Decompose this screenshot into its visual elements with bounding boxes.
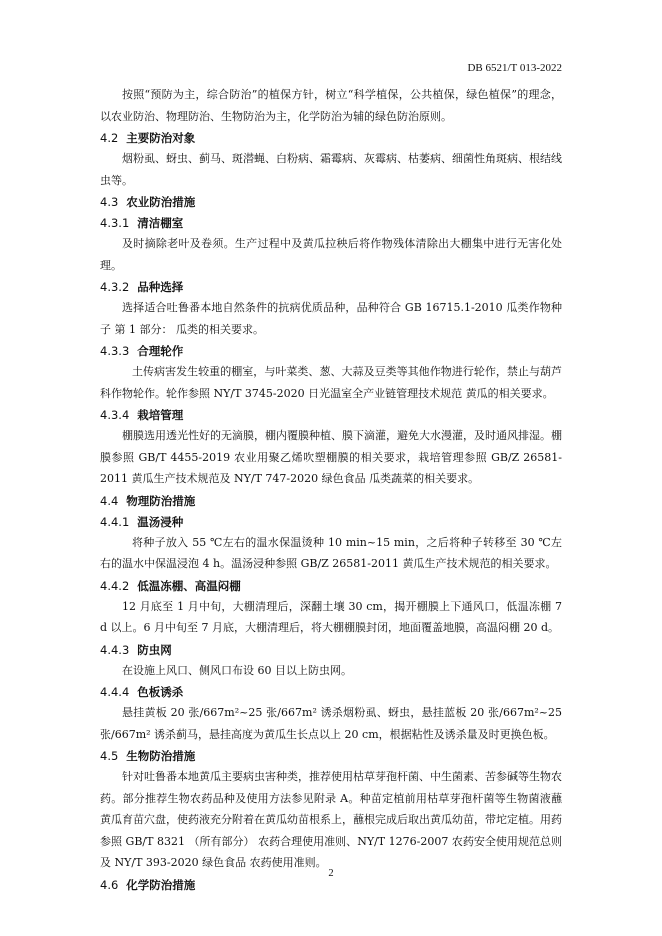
intro-paragraph: 按照“预防为主，综合防治”的植保方针，树立“科学植保，公共植保，绿色植保”的理念，以农业防治、物理防治、生物防治为主，化学防治为辅的绿色防治原则。: [100, 88, 562, 123]
section-heading-4-4-4: [100, 682, 562, 702]
section-title: 主要防治对象: [126, 131, 196, 145]
section-number: 4.3.4: [100, 408, 130, 422]
section-paragraph-4-2: 烟粉虱、蚜虫、蓟马、斑潜蝇、白粉病、霜霉病、灰霉病、枯萎病、细菌性角斑病、根结线虫等。: [100, 152, 562, 187]
section-title: 合理轮作: [137, 344, 184, 358]
section-title: 品种选择: [137, 280, 184, 294]
section-heading-4-5: [100, 746, 562, 766]
section-number: 4.3.2: [100, 280, 130, 294]
section-heading-4-4-2: [100, 576, 562, 596]
section-number: 4.4.3: [100, 642, 130, 657]
section-number: 4.4.1: [100, 514, 130, 529]
section-paragraph-4-4-2: 12 月底至 1 月中旬，大棚清理后，深翻土壤 30 cm，揭开棚膜上下通风口，低温冻棚 7 d 以上。6 月中旬至 7 月底，大棚清理后，将大棚棚膜封闭，地面覆盖地膜，高温闷棚 20 d。: [100, 599, 562, 634]
section-title: 防虫网: [137, 642, 172, 657]
section-heading-4-3-3: [100, 341, 562, 361]
section-paragraph-4-3-1: 及时摘除老叶及卷须。生产过程中及黄瓜拉秧后将作物残体清除出大棚集中进行无害化处理。: [100, 237, 562, 272]
section-paragraph-4-4-3: 在设施上风口、侧风口布设 60 目以上防虫网。: [122, 663, 352, 677]
section-number: 4.4: [100, 493, 119, 508]
section-heading-4-3-2: [100, 277, 562, 297]
section-title: 生物防治措施: [126, 749, 196, 763]
section-number: 4.3.3: [100, 344, 130, 358]
section-number: 4.4.2: [100, 578, 130, 593]
section-number: 4.4.4: [100, 685, 130, 699]
section-heading-4-4: [100, 491, 562, 511]
section-heading-4-4-3: [100, 640, 562, 660]
section-paragraph-4-3-2: 选择适合吐鲁番本地自然条件的抗病优质品种，品种符合 GB 16715.1-2010 瓜类作物种子 第 1 部分： 瓜类的相关要求。: [100, 301, 562, 336]
section-title: 农业防治措施: [126, 195, 196, 209]
section-paragraph-4-3-3: 土传病害发生较重的棚室，与叶菜类、葱、大蒜及豆类等其他作物进行轮作，禁止与葫芦科作物轮作。轮作参照 NY/T 3745-2020 日光温室全产业链管理技术规范 黄瓜的相关要求。: [100, 365, 562, 400]
section-title: 低温冻棚、高温闷棚: [137, 578, 241, 593]
section-heading-4-3-1: [100, 213, 562, 233]
section-heading-4-3: [100, 192, 562, 212]
section-heading-4-2: [100, 128, 562, 148]
section-number: 4.6: [100, 877, 119, 892]
section-title: 栽培管理: [137, 408, 184, 422]
section-paragraph-4-4-4: 悬挂黄板 20 张/667m²~25 张/667m² 诱杀烟粉虱、蚜虫，悬挂蓝板 20 张/667m²~25 张/667m² 诱杀蓟马，悬挂高度为黄瓜生长点以上 20 cm，根据粘性及诱杀量及时更换色板。: [100, 706, 562, 741]
page-number: 2: [328, 868, 334, 879]
section-paragraph-4-3-4: 棚膜选用透光性好的无滴膜，棚内覆膜种植、膜下滴灌，避免大水漫灌，及时通风排湿。棚膜参照 GB/T 4455-2019 农业用聚乙烯吹塑棚膜的相关要求，栽培管理参照 GB/Z 26581-2011 黄瓜生产技术规范及 NY/T 747-2020 绿色食品 瓜类蔬菜的相关要求。: [100, 429, 562, 485]
section-title: 温汤浸种: [137, 514, 184, 529]
section-title: 色板诱杀: [137, 685, 184, 699]
section-number: 4.3: [100, 195, 119, 209]
document-body: [100, 84, 562, 895]
section-number: 4.3.1: [100, 216, 130, 230]
section-heading-4-4-1: [100, 512, 562, 532]
section-number: 4.2: [100, 131, 119, 145]
section-title: 清洁棚室: [137, 216, 184, 230]
section-heading-4-3-4: [100, 405, 562, 425]
document-code: DB 6521/T 013-2022: [467, 62, 562, 74]
section-paragraph-4-5: 针对吐鲁番本地黄瓜主要病虫害种类，推荐使用枯草芽孢杆菌、中生菌素、苦参碱等生物农药。部分推荐生物农药品种及使用方法参见附录 A。种苗定植前用枯草芽孢杆菌等生物菌液蘸黄瓜育苗穴盘，使药液充分附着在黄瓜幼苗根系上，蘸根完成后取出黄瓜幼苗，带坨定植。用药参照 GB/T 8321 （所有部分） 农药合理使用准则、NY/T 1276-2007 农药安全使用规范总则及 NY/T 393-2020 绿色食品 农药使用准则。: [100, 770, 562, 869]
section-title: 化学防治措施: [126, 877, 196, 892]
section-paragraph-4-4-1: 将种子放入 55 ℃左右的温水保温烫种 10 min~15 min，之后将种子转移至 30 ℃左右的温水中保温浸泡 4 h。温汤浸种参照 GB/Z 26581-2011 黄瓜生产技术规范的相关要求。: [100, 535, 562, 570]
section-number: 4.5: [100, 749, 119, 763]
section-title: 物理防治措施: [126, 493, 196, 508]
